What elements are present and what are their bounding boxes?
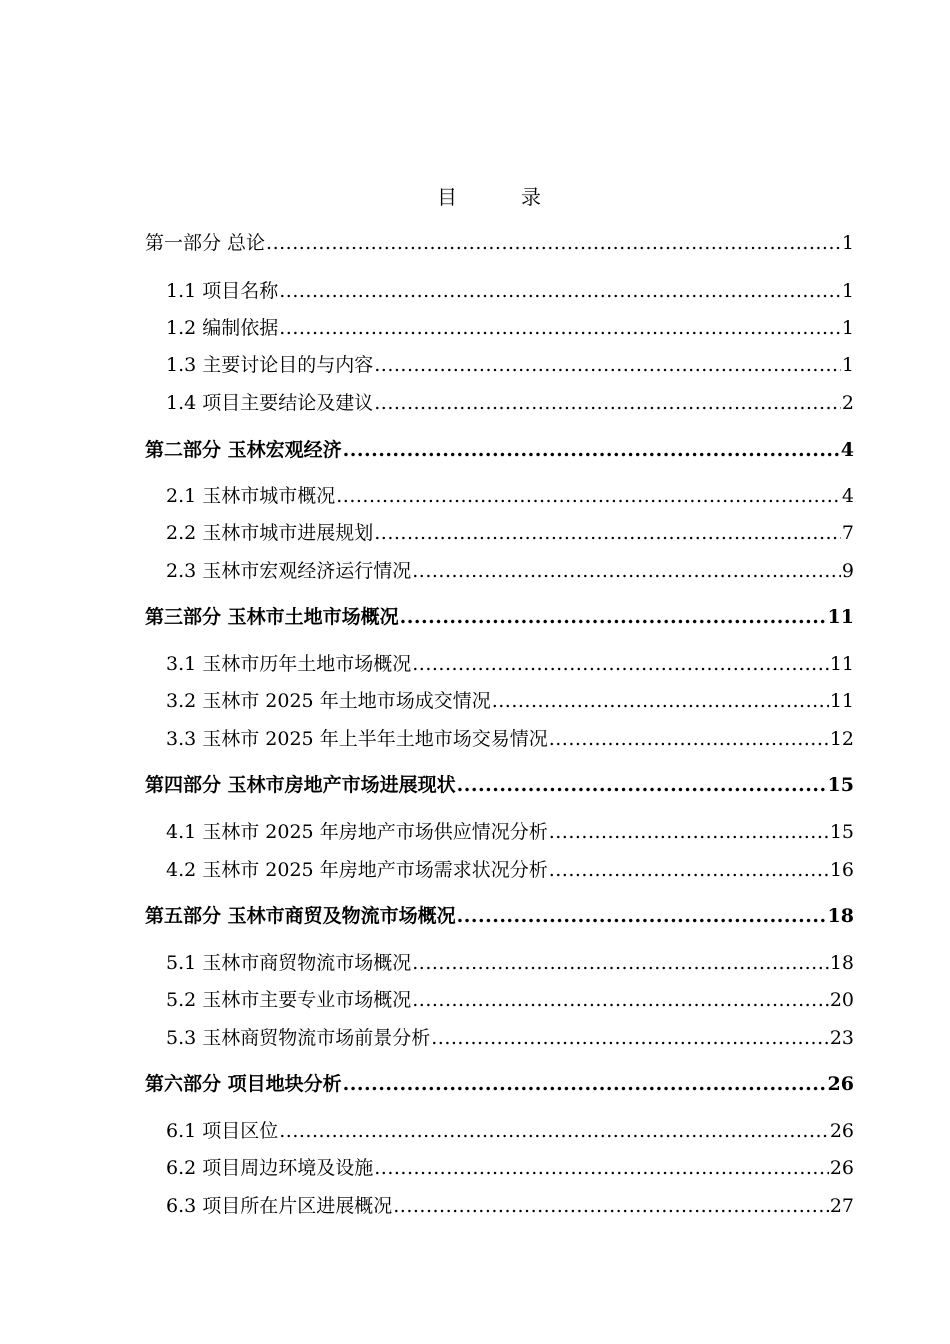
toc-dot-leader bbox=[400, 604, 827, 630]
toc-entry[interactable] bbox=[166, 520, 854, 546]
toc-dot-leader bbox=[457, 772, 827, 798]
toc-dot-leader bbox=[412, 651, 829, 677]
toc-dot-leader bbox=[412, 950, 829, 976]
toc-entry-label: 2.1 玉林市城市概况 bbox=[166, 485, 336, 507]
toc-entry[interactable] bbox=[166, 558, 854, 584]
toc-dot-leader bbox=[374, 390, 841, 416]
toc-entry-label: 6.1 项目区位 bbox=[166, 1120, 279, 1142]
toc-entry-label: 2.2 玉林市城市进展规划 bbox=[166, 522, 374, 544]
toc-dot-leader bbox=[279, 278, 841, 304]
toc-entry[interactable] bbox=[166, 1025, 854, 1051]
toc-entry-label: 4.2 玉林市 2025 年房地产市场需求状况分析 bbox=[166, 859, 548, 881]
toc-title: 目 录 bbox=[437, 185, 563, 209]
toc-entry-label: 3.3 玉林市 2025 年上半年土地市场交易情况 bbox=[166, 728, 548, 750]
toc-dot-leader bbox=[374, 352, 841, 378]
toc-entry-page: 18 bbox=[829, 952, 854, 974]
toc-entry-page: 1 bbox=[841, 280, 854, 302]
toc-entry-label: 第二部分 玉林宏观经济 bbox=[145, 439, 342, 461]
toc-entry-label: 6.2 项目周边环境及设施 bbox=[166, 1157, 374, 1179]
toc-dot-leader bbox=[374, 1155, 829, 1181]
toc-entry-label: 1.2 编制依据 bbox=[166, 317, 279, 339]
toc-dot-leader bbox=[412, 558, 841, 584]
toc-entry[interactable] bbox=[166, 651, 854, 677]
toc-entry-label: 4.1 玉林市 2025 年房地产市场供应情况分析 bbox=[166, 821, 548, 843]
toc-entry-label: 2.3 玉林市宏观经济运行情况 bbox=[166, 560, 412, 582]
toc-dot-leader bbox=[549, 819, 829, 845]
toc-entry-page: 2 bbox=[841, 392, 854, 414]
toc-entry[interactable] bbox=[166, 726, 854, 752]
toc-entry[interactable] bbox=[166, 857, 854, 883]
toc-entry-page: 27 bbox=[829, 1195, 854, 1217]
toc-dot-leader bbox=[336, 483, 841, 509]
toc-entry-label: 1.4 项目主要结论及建议 bbox=[166, 392, 374, 414]
toc-entry[interactable] bbox=[145, 437, 854, 463]
toc-entry-page: 1 bbox=[841, 317, 854, 339]
toc-dot-leader bbox=[279, 315, 841, 341]
toc-entry[interactable] bbox=[145, 604, 854, 630]
toc-dot-leader bbox=[279, 1118, 829, 1144]
toc-entry-page: 26 bbox=[829, 1157, 854, 1179]
toc-entry[interactable] bbox=[166, 688, 854, 714]
toc-entry-page: 26 bbox=[829, 1120, 854, 1142]
toc-entry-page: 4 bbox=[841, 485, 854, 507]
toc-dot-leader bbox=[266, 230, 841, 256]
toc-entry[interactable] bbox=[166, 819, 854, 845]
toc-entry-label: 第一部分 总论 bbox=[145, 232, 266, 254]
toc-entry[interactable] bbox=[166, 390, 854, 416]
toc-entry-label: 3.2 玉林市 2025 年土地市场成交情况 bbox=[166, 690, 491, 712]
toc-entry-page: 15 bbox=[827, 774, 854, 796]
toc-entry-page: 7 bbox=[841, 522, 854, 544]
toc-dot-leader bbox=[431, 1025, 829, 1051]
toc-entry-label: 第四部分 玉林市房地产市场进展现状 bbox=[145, 774, 456, 796]
toc-entry[interactable] bbox=[166, 1118, 854, 1144]
toc-dot-leader bbox=[343, 1071, 827, 1097]
toc-entry[interactable] bbox=[166, 483, 854, 509]
toc-entry-page: 23 bbox=[829, 1027, 854, 1049]
toc-entry[interactable] bbox=[166, 987, 854, 1013]
toc-entry-page: 4 bbox=[840, 439, 854, 461]
toc-entry-label: 第五部分 玉林市商贸及物流市场概况 bbox=[145, 905, 456, 927]
toc-entry-page: 9 bbox=[841, 560, 854, 582]
toc-entry-page: 1 bbox=[841, 354, 854, 376]
toc-dot-leader bbox=[549, 726, 829, 752]
toc-dot-leader bbox=[343, 437, 840, 463]
toc-entry-label: 5.1 玉林市商贸物流市场概况 bbox=[166, 952, 412, 974]
toc-entry-label: 6.3 项目所在片区进展概况 bbox=[166, 1195, 393, 1217]
toc-entry[interactable] bbox=[166, 315, 854, 341]
toc-entry-page: 12 bbox=[829, 728, 854, 750]
toc-entry-page: 15 bbox=[829, 821, 854, 843]
toc-dot-leader bbox=[374, 520, 841, 546]
toc-dot-leader bbox=[492, 688, 829, 714]
toc-dot-leader bbox=[549, 857, 829, 883]
toc-entry[interactable] bbox=[166, 352, 854, 378]
toc-dot-leader bbox=[393, 1193, 829, 1219]
toc-entry[interactable] bbox=[145, 903, 854, 929]
toc-entry-page: 11 bbox=[827, 606, 854, 628]
toc-entry-label: 1.1 项目名称 bbox=[166, 280, 279, 302]
toc-entry-page: 16 bbox=[829, 859, 854, 881]
toc-entry-label: 5.2 玉林市主要专业市场概况 bbox=[166, 989, 412, 1011]
toc-entry[interactable] bbox=[166, 950, 854, 976]
toc-entry-page: 11 bbox=[829, 690, 854, 712]
toc-entry-label: 1.3 主要讨论目的与内容 bbox=[166, 354, 374, 376]
toc-entry[interactable] bbox=[166, 278, 854, 304]
toc-entry-page: 11 bbox=[829, 653, 854, 675]
toc-entry-label: 5.3 玉林商贸物流市场前景分析 bbox=[166, 1027, 431, 1049]
toc-dot-leader bbox=[457, 903, 827, 929]
toc-dot-leader bbox=[412, 987, 829, 1013]
toc-entry-label: 第六部分 项目地块分析 bbox=[145, 1073, 342, 1095]
toc-entry[interactable] bbox=[145, 772, 854, 798]
toc-entry[interactable] bbox=[145, 230, 854, 256]
toc-entry-page: 1 bbox=[841, 232, 854, 254]
toc-entry-page: 20 bbox=[829, 989, 854, 1011]
toc-entry-label: 第三部分 玉林市土地市场概况 bbox=[145, 606, 399, 628]
toc-entry-label: 3.1 玉林市历年土地市场概况 bbox=[166, 653, 412, 675]
toc-entry[interactable] bbox=[145, 1071, 854, 1097]
toc-entry-page: 26 bbox=[827, 1073, 854, 1095]
toc-entry[interactable] bbox=[166, 1193, 854, 1219]
toc-entry[interactable] bbox=[166, 1155, 854, 1181]
toc-entry-page: 18 bbox=[827, 905, 854, 927]
